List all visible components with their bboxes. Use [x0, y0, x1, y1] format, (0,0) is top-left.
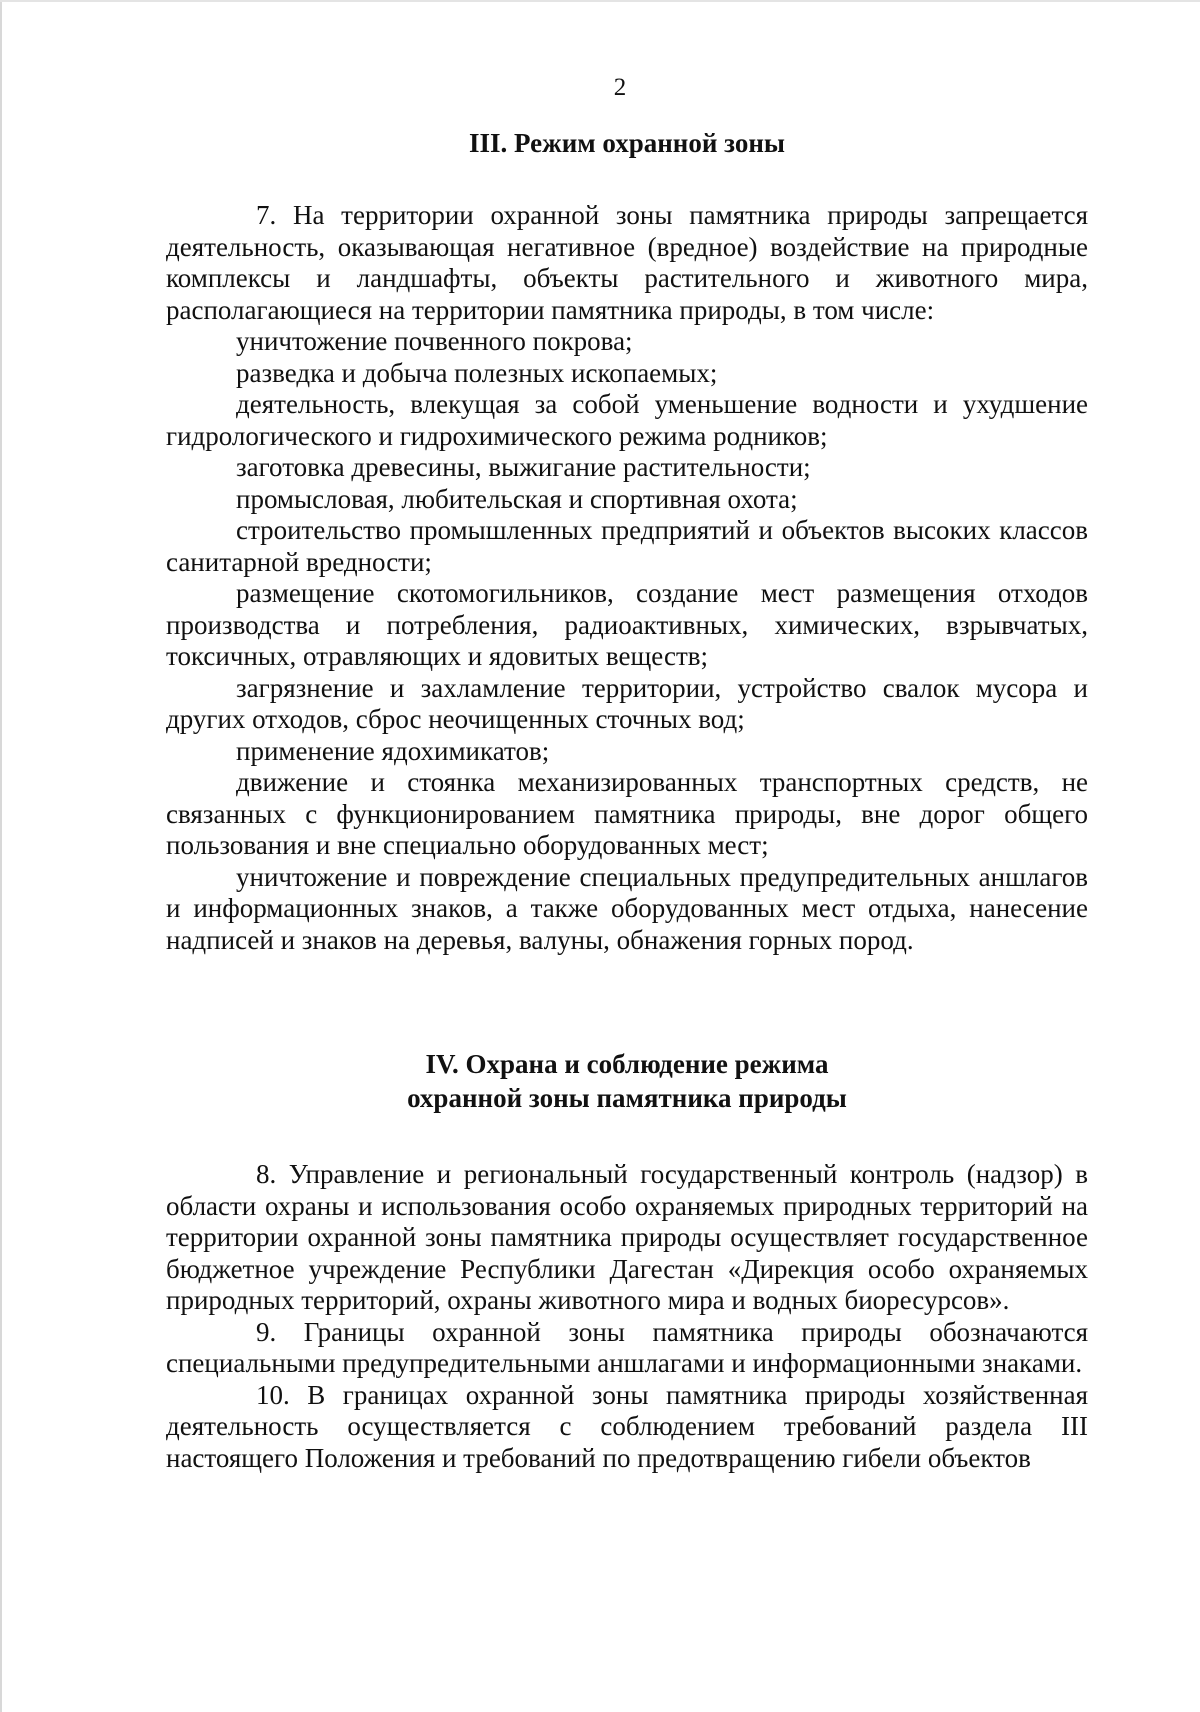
paragraph-9: 9. Границы охранной зоны памятника природы обозначаются специальными предупредительными аншлагами и информационными знаками. — [166, 1316, 1088, 1378]
paragraph-10: 10. В границах охранной зоны памятника природы хозяйственная деятельность осуществляется с соблюдением требований раздела III настоящего Положения и требований по предотвращению гибели объектов — [166, 1379, 1088, 1473]
list-item: промысловая, любительская и спортивная охота; — [236, 483, 798, 514]
list-item: размещение скотомогильников, создание мест размещения отходов производства и потребления, радиоактивных, химических, взрывчатых, токсичных, отравляющих и ядовитых веществ; — [166, 578, 1088, 671]
list-item: уничтожение и повреждение специальных предупредительных аншлагов и информационных знаков, а также оборудованных мест отдыха, нанесение надписей и знаков на деревья, валуны, обнажения горных пород. — [166, 861, 1088, 955]
list-item: разведка и добыча полезных ископаемых; — [236, 357, 718, 388]
list-item: деятельность, влекущая за собой уменьшение водности и ухудшение гидрологического и гидрохимического режима родников; — [166, 389, 1088, 451]
list-item: заготовка древесины, выжигание растительности; — [236, 452, 811, 482]
paragraph-8: 8. Управление и региональный государственный контроль (надзор) в области охраны и использования особо охраняемых природных территорий на территории охранной зоны памятника природы осуществляет государственное бюджетное учреждение Республики Дагестан «Дирекция особо охраняемых природных территорий, охраны животного мира и водных биоресурсов». — [166, 1159, 1088, 1315]
list-item: движение и стоянка механизированных транспортных средств, не связанных с функционированием памятника природы, вне дорог общего пользования и вне специально оборудованных мест; — [166, 767, 1088, 860]
page-number: 2 — [613, 74, 627, 101]
section-3-heading: III. Режим охранной зоны — [468, 128, 785, 158]
list-item: загрязнение и захламление территории, устройство свалок мусора и других отходов, сброс неочищенных сточных вод; — [166, 672, 1088, 734]
section-3 — [166, 126, 1088, 956]
scan-edge-left — [0, 0, 2, 1712]
section-4 — [166, 1047, 1088, 1474]
section-4-heading-line1: IV. Охрана и соблюдение режима — [425, 1049, 829, 1079]
section-4-heading — [166, 1047, 1088, 1115]
paragraph-7: 7. На территории охранной зоны памятника природы запрещается деятельность, оказывающая негативное (вредное) воздействие на природные комплексы и ландшафты, объекты растительного и животного мира, располагающиеся на территории памятника природы, в том числе: — [166, 200, 1088, 325]
section-4-heading-line2: охранной зоны памятника природы — [407, 1083, 847, 1113]
list-item: уничтожение почвенного покрова; — [236, 326, 633, 356]
list-item: строительство промышленных предприятий и объектов высоких классов санитарной вредности; — [166, 515, 1088, 577]
list-item: применение ядохимикатов; — [236, 735, 550, 766]
scan-edge-top — [0, 0, 1200, 2]
